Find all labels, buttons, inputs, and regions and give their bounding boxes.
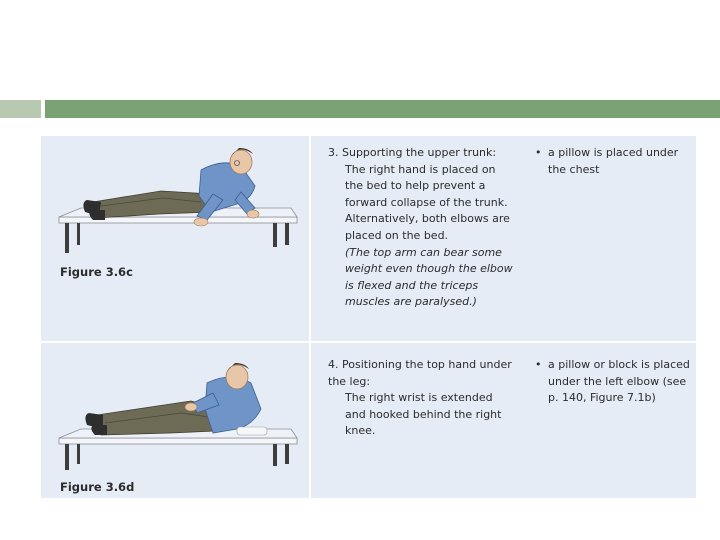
illustration-positioning-top-hand — [41, 343, 309, 498]
figure-label: Figure 3.6d — [60, 480, 135, 494]
step-description — [328, 145, 513, 311]
illustration-supporting-upper-trunk — [41, 136, 309, 341]
bullet-icon: • — [535, 146, 542, 159]
step-body: The right wrist is extended and hooked behind the right knee. — [345, 391, 502, 438]
step-heading: 3. Supporting the upper trunk: — [328, 146, 497, 159]
support-bullet-text: a pillow or block is placed under the left elbow (see p. 140, Figure 7.1b) — [548, 358, 690, 405]
bullet-icon: • — [535, 358, 542, 371]
step-note: (The top arm can bear some weight even though the elbow is flexed and the triceps muscles are paralysed.) — [345, 245, 513, 309]
figure-label: Figure 3.6c — [60, 265, 133, 279]
support-bullet-text: a pillow is placed under the chest — [548, 146, 679, 176]
header-accent-bar-right — [45, 100, 720, 118]
header-accent-bar-left — [0, 100, 41, 118]
support-bullet — [535, 145, 695, 178]
figure-panel — [41, 136, 696, 498]
figure-row-3-6c — [41, 136, 696, 341]
step-heading: 4. Positioning the top hand under the leg: — [328, 358, 512, 388]
person-side-lying-icon — [85, 363, 267, 435]
step-description — [328, 357, 513, 440]
support-bullet — [535, 357, 695, 407]
figure-row-3-6d — [41, 343, 696, 498]
step-body: The right hand is placed on the bed to help prevent a forward collapse of the trunk. Alternatively, both elbows are placed on the bed. — [345, 162, 510, 242]
